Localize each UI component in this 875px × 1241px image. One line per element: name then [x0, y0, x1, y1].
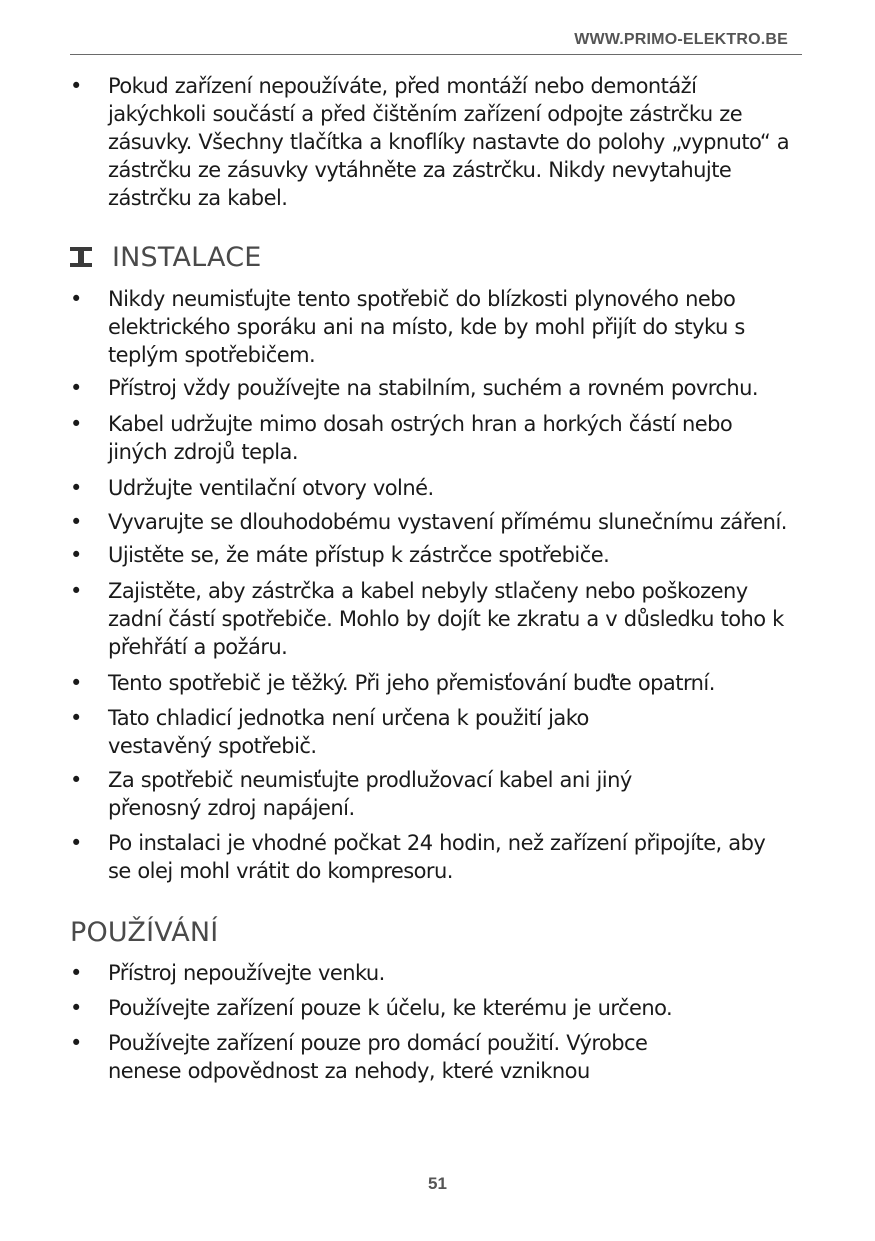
list-item-text: Nikdy neumisťujte tento spotřebič do blízkosti plynového nebo elektrického sporáku ani na místo, kde by mohl přijít do styku s teplým spotřebičem. [108, 287, 745, 367]
list-item-text: Používejte zařízení pouze pro domácí použití. Výrobce nenese odpovědnost za nehody, které vzniknou [108, 1031, 648, 1083]
list-item [70, 1029, 710, 1085]
intro-list [70, 72, 790, 212]
list-item-text: Přístroj nepoužívejte venku. [108, 961, 385, 985]
page-number: 51 [428, 1174, 447, 1193]
list-item [70, 704, 680, 760]
list-item-text: Zajistěte, aby zástrčka a kabel nebyly stlačeny nebo poškozeny zadní částí spotřebiče. Mohlo by dojít ke zkratu a v důsledku toho k přehřátí a požáru. [108, 579, 784, 659]
list-item [70, 508, 865, 536]
installation-list-cont [70, 577, 795, 661]
i-beam-icon [70, 246, 92, 268]
bullet-icon: • [70, 831, 82, 855]
bullet-icon: • [70, 768, 82, 792]
list-item [70, 541, 850, 569]
installation-list-cont [70, 669, 850, 697]
installation-list-cont [70, 474, 850, 502]
bullet-icon: • [70, 1031, 82, 1055]
list-item [70, 285, 813, 369]
list-item [70, 577, 795, 661]
list-item-text: Po instalaci je vhodné počkat 24 hodin, než zařízení připojíte, aby se olej mohl vrátit do kompresoru. [108, 831, 766, 883]
list-item-text: Přístroj vždy používejte na stabilním, suchém a rovném povrchu. [108, 376, 759, 400]
list-item [70, 766, 710, 822]
list-item [70, 994, 850, 1022]
list-item-text: Tento spotřebič je těžký. Při jeho přemisťování buďte opatrní. [108, 671, 715, 695]
list-item-text: Pokud zařízení nepoužíváte, před montáží nebo demontáží jakýchkoli součástí a před čištěním zařízení odpojte zástrčku ze zásuvky. Všechny tlačítka a knoflíky nastavte do polohy „vypnuto“ a zástrčku ze zásuvky vytáhněte za zástrčku. Nikdy nevytahujte zástrčku za kabel. [108, 74, 790, 210]
section-heading-text: INSTALACE [112, 241, 262, 273]
header-website: WWW.PRIMO-ELEKTRO.BE [574, 31, 788, 48]
installation-list-wrapper [70, 285, 850, 369]
bullet-icon: • [70, 287, 82, 311]
bullet-icon: • [70, 579, 82, 603]
installation-list [70, 285, 850, 369]
list-item [70, 374, 850, 402]
list-item-text: Používejte zařízení pouze k účelu, ke kterému je určeno. [108, 996, 673, 1020]
bullet-icon: • [70, 510, 82, 534]
bullet-icon: • [70, 74, 82, 98]
installation-list-cont [70, 374, 850, 402]
list-item-text: Za spotřebič neumisťujte prodlužovací kabel ani jiný přenosný zdroj napájení. [108, 768, 632, 820]
usage-list [70, 959, 850, 987]
usage-list-cont [70, 994, 850, 1022]
bullet-icon: • [70, 706, 82, 730]
list-item [70, 72, 790, 212]
installation-list-cont [70, 410, 790, 466]
installation-list-cont [70, 829, 790, 885]
usage-list-cont [70, 1029, 710, 1085]
list-item-text: Tato chladicí jednotka není určena k použití jako vestavěný spotřebič. [108, 706, 589, 758]
bullet-icon: • [70, 543, 82, 567]
list-item-text: Vyvarujte se dlouhodobému vystavení přímému slunečnímu záření. [108, 510, 787, 534]
list-item-text: Udržujte ventilační otvory volné. [108, 476, 434, 500]
list-item [70, 669, 850, 697]
bullet-icon: • [70, 996, 82, 1020]
installation-list-cont [70, 704, 680, 760]
bullet-icon: • [70, 376, 82, 400]
list-item [70, 959, 850, 987]
installation-list-cont [70, 766, 710, 822]
installation-list-cont [70, 508, 865, 536]
header-divider [70, 54, 802, 55]
installation-list-cont [70, 541, 850, 569]
section-heading-installation [70, 240, 262, 274]
list-item [70, 410, 790, 466]
section-heading-usage [70, 915, 218, 949]
list-item [70, 829, 790, 885]
bullet-icon: • [70, 412, 82, 436]
bullet-icon: • [70, 961, 82, 985]
list-item-text: Kabel udržujte mimo dosah ostrých hran a horkých částí nebo jiných zdrojů tepla. [108, 412, 733, 464]
section-heading-text: POUŽÍVÁNÍ [70, 916, 219, 948]
bullet-icon: • [70, 671, 82, 695]
list-item [70, 474, 850, 502]
bullet-icon: • [70, 476, 82, 500]
list-item-text: Ujistěte se, že máte přístup k zástrčce spotřebiče. [108, 543, 610, 567]
